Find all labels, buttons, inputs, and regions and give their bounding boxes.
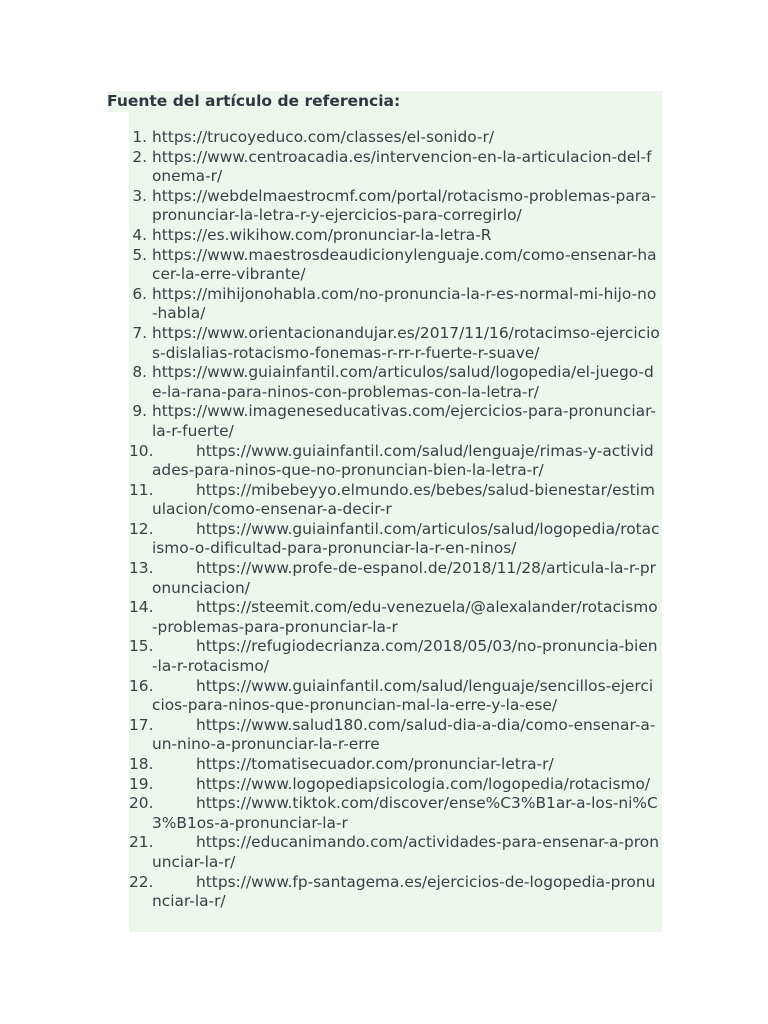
reference-item xyxy=(0,148,660,187)
reference-link[interactable]: https://www.fp-santagema.es/ejercicios-de-logopedia-pronunciar-la-r/ xyxy=(152,872,656,911)
reference-link[interactable]: https://www.tiktok.com/discover/ense%C3%B1ar-a-los-ni%C3%B1os-a-pronunciar-la-r xyxy=(152,794,658,832)
reference-item xyxy=(0,775,660,795)
reference-number: 5. xyxy=(132,245,147,264)
reference-link[interactable]: https://mibebeyyo.elmundo.es/bebes/salud-bienestar/estimulacion/como-ensenar-a-decir-r xyxy=(152,480,655,519)
reference-number: 14. xyxy=(129,598,154,617)
reference-link[interactable]: https://tomatisecuador.com/pronunciar-letra-r/ xyxy=(196,755,554,773)
reference-item xyxy=(0,128,660,148)
reference-number: 8. xyxy=(132,363,147,382)
reference-number: 19. xyxy=(129,774,154,793)
reference-link[interactable]: https://es.wikihow.com/pronunciar-la-letra-R xyxy=(152,225,492,244)
reference-link[interactable]: https://webdelmaestrocmf.com/portal/rotacismo-problemas-para-pronunciar-la-letra-r-y-ejercicios-para-corregirlo/ xyxy=(152,186,657,225)
reference-number: 7. xyxy=(132,323,147,342)
reference-item xyxy=(0,226,660,246)
reference-link[interactable]: https://educanimando.com/actividades-para-ensenar-a-pronunciar-la-r/ xyxy=(152,833,659,871)
section-title: Fuente del artículo de referencia: xyxy=(107,92,401,110)
reference-number: 9. xyxy=(132,402,147,421)
reference-number: 3. xyxy=(132,186,147,205)
reference-link[interactable]: https://www.maestrosdeaudicionylenguaje.com/como-ensenar-hacer-la-erre-vibrante/ xyxy=(152,245,657,284)
reference-link[interactable]: https://www.logopediapsicologia.com/logopedia/rotacismo/ xyxy=(196,774,651,793)
reference-item xyxy=(0,363,660,402)
reference-item xyxy=(0,559,660,598)
reference-number: 6. xyxy=(132,284,147,303)
reference-item xyxy=(0,794,660,833)
reference-number: 11. xyxy=(129,480,154,499)
reference-link[interactable]: https://www.guiainfantil.com/salud/lenguaje/sencillos-ejercicios-para-ninos-que-pronuncian-mal-la-erre-y-la-ese/ xyxy=(152,676,654,715)
reference-link[interactable]: https://www.profe-de-espanol.de/2018/11/28/articula-la-r-pronunciacion/ xyxy=(152,559,656,597)
reference-number: 21. xyxy=(129,833,154,852)
reference-item xyxy=(0,716,660,755)
reference-item xyxy=(0,598,660,637)
reference-number: 1. xyxy=(132,128,147,146)
reference-number: 16. xyxy=(129,676,154,695)
reference-item xyxy=(0,873,660,912)
reference-link[interactable]: https://trucoyeduco.com/classes/el-sonido-r/ xyxy=(152,128,494,146)
reference-number: 10. xyxy=(129,441,154,460)
reference-item xyxy=(0,324,660,363)
reference-link[interactable]: https://www.guiainfantil.com/articulos/salud/logopedia/el-juego-de-la-rana-para-ninos-con-problemas-con-la-letra-r/ xyxy=(152,363,654,401)
reference-link[interactable]: https://www.salud180.com/salud-dia-a-dia/como-ensenar-a-un-nino-a-pronunciar-la-r-erre xyxy=(152,715,656,754)
reference-item xyxy=(0,677,660,716)
reference-item xyxy=(0,481,660,520)
reference-item xyxy=(0,833,660,872)
reference-link[interactable]: https://refugiodecrianza.com/2018/05/03/no-pronuncia-bien-la-r-rotacismo/ xyxy=(152,637,658,676)
reference-item xyxy=(0,246,660,285)
reference-link[interactable]: https://www.guiainfantil.com/articulos/salud/logopedia/rotacismo-o-dificultad-para-pronunciar-la-r-en-ninos/ xyxy=(152,519,660,558)
reference-list xyxy=(0,128,768,912)
reference-link[interactable]: https://www.guiainfantil.com/salud/lenguaje/rimas-y-actividades-para-ninos-que-no-pronuncian-bien-la-letra-r/ xyxy=(152,441,654,480)
reference-item xyxy=(0,755,660,775)
reference-number: 15. xyxy=(129,637,154,656)
reference-link[interactable]: https://mihijonohabla.com/no-pronuncia-la-r-es-normal-mi-hijo-no-habla/ xyxy=(152,284,657,323)
reference-number: 13. xyxy=(129,559,154,578)
reference-item xyxy=(0,442,660,481)
reference-link[interactable]: https://www.centroacadia.es/intervencion-en-la-articulacion-del-fonema-r/ xyxy=(152,147,652,186)
reference-number: 18. xyxy=(129,755,154,773)
reference-number: 17. xyxy=(129,715,154,734)
reference-item xyxy=(0,637,660,676)
reference-link[interactable]: https://steemit.com/edu-venezuela/@alexalander/rotacismo-problemas-para-pronunciar-la-r xyxy=(152,598,658,636)
reference-number: 4. xyxy=(132,225,147,244)
reference-item xyxy=(0,402,660,441)
reference-item xyxy=(0,285,660,324)
reference-link[interactable]: https://www.orientacionandujar.es/2017/11/16/rotacimso-ejercicios-dislalias-rotacismo-fonemas-r-rr-r-fuerte-r-suave/ xyxy=(152,323,660,362)
reference-number: 20. xyxy=(129,794,154,813)
reference-item xyxy=(0,187,660,226)
reference-number: 2. xyxy=(132,147,147,166)
reference-number: 22. xyxy=(129,872,154,891)
reference-number: 12. xyxy=(129,519,154,538)
reference-item xyxy=(0,520,660,559)
reference-link[interactable]: https://www.imageneseducativas.com/ejercicios-para-pronunciar-la-r-fuerte/ xyxy=(152,402,656,440)
